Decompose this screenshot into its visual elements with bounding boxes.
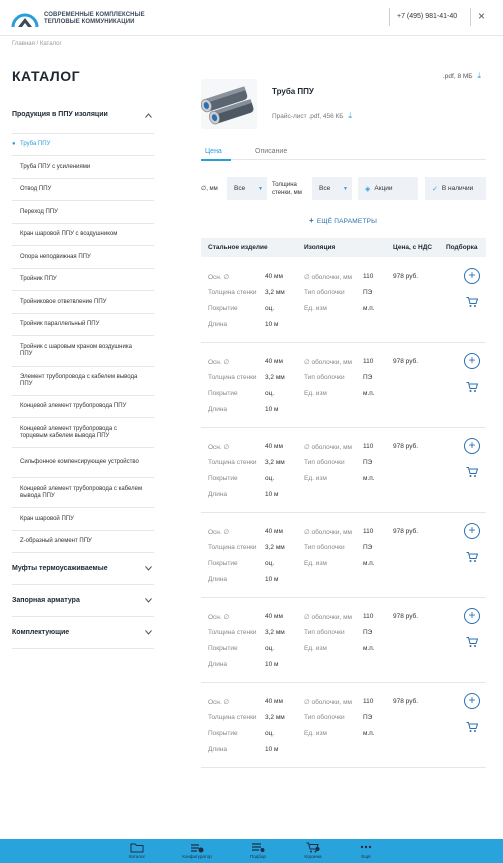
sidebar-item[interactable] [12, 508, 154, 531]
label-wall: Толщина стенки [208, 544, 257, 551]
add-to-cart-icon[interactable] [466, 721, 478, 733]
sidebar-item-label: Труба ППУ [20, 141, 51, 147]
label-shell-type: Тип оболочки [304, 459, 345, 466]
col-selection: Подборка [446, 244, 478, 251]
company-name [44, 12, 145, 26]
active-dot-icon: ● [12, 141, 16, 147]
tab-price[interactable]: Цена [205, 148, 222, 155]
header-divider [389, 8, 390, 26]
sidebar-item-label: Кран шаровой ППУ [20, 515, 74, 522]
value-wall: 3,2 мм [265, 374, 285, 381]
tabs [201, 146, 486, 160]
diameter-select[interactable] [227, 177, 267, 200]
nav-label: Конфигуратор [182, 854, 212, 859]
sidebar-item[interactable] [12, 336, 154, 367]
price-list-download[interactable] [272, 111, 352, 121]
sidebar-item[interactable] [12, 314, 154, 336]
value-osn: 40 мм [265, 273, 283, 280]
sidebar-item-label: Кран шаровой ППУ с воздушником [20, 231, 118, 237]
catalog-pdf-download[interactable] [443, 71, 481, 81]
label-wall: Толщина стенки [208, 289, 257, 296]
nav-label: Подбор [250, 854, 266, 859]
label-length: Длина [208, 576, 228, 583]
add-to-cart-icon[interactable] [466, 636, 478, 648]
sidebar-item[interactable] [12, 531, 154, 553]
more-dots-icon [359, 842, 373, 853]
value-unit: м.п. [363, 730, 375, 737]
nav-configurator[interactable] [172, 839, 222, 863]
label-shell-type: Тип оболочки [304, 714, 345, 721]
label-osn: Осн. ∅ [208, 614, 230, 621]
value-wall: 3,2 мм [265, 544, 285, 551]
sidebar-item-label: Концевой элемент трубопровода с торцевым кабелем вывода ППУ [20, 425, 117, 439]
nav-more[interactable] [341, 839, 391, 863]
value-unit: м.п. [363, 390, 375, 397]
tag-icon: ◈ [365, 185, 371, 193]
label-coating: Покрытие [208, 475, 238, 482]
value-coating: оц. [265, 475, 275, 482]
col-insulation: Изоляция [304, 244, 336, 251]
sidebar-item[interactable] [12, 201, 154, 224]
label-unit: Ед. изм [304, 475, 327, 482]
phone-link[interactable]: +7 (495) 981-41-40 [397, 13, 458, 20]
sidebar-item[interactable] [12, 269, 154, 291]
label-shell-diameter: ∅ оболочки, мм [304, 529, 353, 536]
value-length: 10 м [265, 406, 279, 413]
label-osn: Осн. ∅ [208, 274, 230, 281]
value-length: 10 м [265, 576, 279, 583]
caret-down-icon: ▼ [343, 185, 348, 192]
configurator-icon [190, 842, 204, 853]
sidebar-item-label: Элемент трубопровода с кабелем вывода ППУ [20, 374, 138, 387]
promo-filter-label: Акции [374, 185, 393, 192]
company-name-line1: СОВРЕМЕННЫЕ КОМПЛЕКСНЫЕ [44, 12, 145, 18]
product-name: Труба ППУ [272, 87, 314, 96]
label-length: Длина [208, 491, 228, 498]
label-wall: Толщина стенки [208, 714, 257, 721]
sidebar-item-truba-ppu[interactable] [12, 134, 154, 156]
label-coating: Покрытие [208, 645, 238, 652]
label-length: Длина [208, 661, 228, 668]
label-unit: Ед. изм [304, 390, 327, 397]
value-price: 978 руб. [393, 358, 419, 365]
bottom-nav [0, 839, 503, 863]
wall-select[interactable] [312, 177, 352, 200]
label-length: Длина [208, 406, 228, 413]
wall-filter-label [272, 181, 302, 197]
plus-icon: + [309, 216, 314, 225]
breadcrumb [12, 41, 62, 47]
sidebar-item-label: Тройник ППУ [20, 276, 57, 282]
label-unit: Ед. изм [304, 305, 327, 312]
in-stock-filter-button[interactable] [425, 177, 486, 200]
sidebar-item[interactable] [12, 478, 154, 508]
cart-icon [306, 842, 320, 853]
label-osn: Осн. ∅ [208, 699, 230, 706]
header [0, 0, 503, 36]
label-shell-type: Тип оболочки [304, 629, 345, 636]
value-osn: 40 мм [265, 443, 283, 450]
table-row [201, 513, 486, 598]
value-shell-diameter: 110 [363, 273, 374, 280]
value-shell-type: ПЭ [363, 714, 373, 721]
chevron-up-icon [145, 113, 152, 118]
sidebar-item[interactable] [12, 179, 154, 201]
sidebar-item[interactable] [12, 448, 154, 478]
sidebar-item-label: Концевой элемент трубопровода с кабелем вывода ППУ [20, 485, 143, 499]
value-wall: 3,2 мм [265, 714, 285, 721]
company-logo-icon[interactable] [11, 5, 39, 29]
sidebar-item[interactable] [12, 367, 154, 396]
sidebar-section-zapornaya[interactable] [12, 585, 154, 617]
label-osn: Осн. ∅ [208, 359, 230, 366]
sidebar-section-label: Запорная арматура [12, 597, 80, 604]
value-wall: 3,2 мм [265, 289, 285, 296]
download-icon: ⤓ [477, 71, 481, 80]
add-to-selection-button[interactable]: + [464, 523, 480, 539]
nav-catalog[interactable] [112, 839, 162, 863]
sidebar-item-label: Тройник с шаровым краном воздушника ППУ [20, 344, 132, 357]
add-to-selection-button[interactable]: + [464, 268, 480, 284]
sidebar-item-label: Z-образный элемент ППУ [20, 538, 92, 544]
table-row [201, 683, 486, 768]
page-title: КАТАЛОГ [12, 68, 81, 84]
header-divider-2 [470, 8, 471, 26]
sidebar-item-label: Тройниковое ответвление ППУ [20, 298, 107, 305]
label-coating: Покрытие [208, 305, 238, 312]
add-to-selection-button[interactable]: + [464, 608, 480, 624]
diameter-select-value: Все [234, 185, 246, 192]
label-shell-diameter: ∅ оболочки, мм [304, 699, 353, 706]
breadcrumb-home[interactable]: Главная [12, 41, 35, 47]
sidebar-item-label: Тройник параллельный ППУ [20, 321, 100, 327]
table-row [201, 258, 486, 343]
caret-down-icon: ▼ [258, 185, 263, 192]
value-shell-diameter: 110 [363, 698, 374, 705]
value-shell-diameter: 110 [363, 528, 374, 535]
sidebar-section-label: Продукция в ППУ изоляции [12, 111, 108, 118]
chevron-down-icon [145, 598, 152, 603]
label-wall: Толщина стенки [208, 629, 257, 636]
label-shell-type: Тип оболочки [304, 374, 345, 381]
sidebar-item[interactable] [12, 291, 154, 314]
add-to-cart-icon[interactable] [466, 551, 478, 563]
label-wall: Толщина стенки [208, 459, 257, 466]
label-unit: Ед. изм [304, 560, 327, 567]
sidebar-item-label: Отвод ППУ [20, 186, 52, 192]
catalog-pdf-label: .pdf, 8 МБ [443, 73, 473, 80]
list-icon [251, 842, 265, 853]
sidebar-section-ppu[interactable] [12, 105, 154, 127]
add-to-selection-button[interactable]: + [464, 353, 480, 369]
value-price: 978 руб. [393, 273, 419, 280]
value-coating: оц. [265, 560, 275, 567]
label-osn: Осн. ∅ [208, 444, 230, 451]
value-shell-type: ПЭ [363, 374, 373, 381]
value-unit: м.п. [363, 645, 375, 652]
value-price: 978 руб. [393, 443, 419, 450]
label-shell-type: Тип оболочки [304, 544, 345, 551]
value-coating: оц. [265, 390, 275, 397]
value-unit: м.п. [363, 475, 375, 482]
table-header [201, 238, 486, 257]
add-to-selection-button[interactable]: + [464, 438, 480, 454]
label-coating: Покрытие [208, 390, 238, 397]
label-wall: Толщина стенки [208, 374, 257, 381]
value-unit: м.п. [363, 305, 375, 312]
close-icon[interactable]: × [478, 9, 486, 23]
sidebar-item[interactable] [12, 156, 154, 179]
value-osn: 40 мм [265, 528, 283, 535]
label-coating: Покрытие [208, 730, 238, 737]
sidebar-item[interactable] [12, 246, 154, 269]
value-shell-type: ПЭ [363, 629, 373, 636]
label-length: Длина [208, 321, 228, 328]
sidebar-section-mufty[interactable] [12, 553, 154, 585]
sidebar-item-label: Труба ППУ с усилениями [20, 163, 91, 170]
add-to-selection-button[interactable]: + [464, 693, 480, 709]
breadcrumb-current: Каталог [39, 41, 62, 47]
label-shell-type: Тип оболочки [304, 289, 345, 296]
label-shell-diameter: ∅ оболочки, мм [304, 274, 353, 281]
value-shell-type: ПЭ [363, 544, 373, 551]
chevron-down-icon [145, 630, 152, 635]
value-shell-diameter: 110 [363, 613, 374, 620]
sidebar-item-label: Концевой элемент трубопровода ППУ [20, 403, 127, 409]
value-price: 978 руб. [393, 528, 419, 535]
value-unit: м.п. [363, 560, 375, 567]
product-image [201, 79, 257, 129]
add-to-cart-icon[interactable] [466, 296, 478, 308]
value-length: 10 м [265, 321, 279, 328]
nav-label: Каталог [128, 854, 146, 859]
nav-selection[interactable] [233, 839, 283, 863]
col-steel: Стальное изделие [208, 244, 268, 251]
download-icon: ⤓ [348, 111, 352, 120]
wall-filter-label-line1: Толщина [272, 182, 297, 188]
diameter-filter-label: ∅, мм [201, 186, 218, 192]
active-tab-indicator [201, 159, 231, 161]
sidebar-item-label: Переход ППУ [20, 208, 58, 215]
table-row [201, 428, 486, 513]
sidebar-item[interactable] [12, 396, 154, 418]
value-coating: оц. [265, 305, 275, 312]
value-length: 10 м [265, 491, 279, 498]
value-length: 10 м [265, 661, 279, 668]
nav-cart[interactable] [288, 839, 338, 863]
value-price: 978 руб. [393, 613, 419, 620]
table-row [201, 343, 486, 428]
sidebar-item-label: Сильфонное компенсирующее устройство [20, 459, 139, 465]
chevron-down-icon [145, 566, 152, 571]
label-unit: Ед. изм [304, 645, 327, 652]
sidebar-section-label: Комплектующие [12, 629, 70, 636]
label-osn: Осн. ∅ [208, 529, 230, 536]
value-coating: оц. [265, 730, 275, 737]
checkmark-icon: ✓ [432, 185, 438, 193]
label-shell-diameter: ∅ оболочки, мм [304, 444, 353, 451]
value-osn: 40 мм [265, 358, 283, 365]
value-shell-diameter: 110 [363, 443, 374, 450]
sidebar-item[interactable] [12, 224, 154, 246]
value-length: 10 м [265, 746, 279, 753]
value-wall: 3,2 мм [265, 629, 285, 636]
promo-filter-button[interactable] [358, 177, 418, 200]
value-price: 978 руб. [393, 698, 419, 705]
price-list-label: Прайс-лист .pdf, 456 КБ [272, 113, 344, 120]
filters [201, 177, 486, 200]
category-list [12, 133, 154, 553]
sidebar-item-label: Опора неподвижная ППУ [20, 253, 91, 260]
folder-icon [130, 842, 144, 853]
wall-filter-label-line2: стенки, мм [272, 190, 302, 196]
sidebar [12, 105, 154, 649]
nav-label: Ещё [361, 854, 371, 859]
company-name-line2: ТЕПЛОВЫЕ КОММУНИКАЦИИ [44, 19, 135, 25]
value-shell-type: ПЭ [363, 459, 373, 466]
label-shell-diameter: ∅ оболочки, мм [304, 359, 353, 366]
breadcrumb-separator: / [36, 41, 39, 47]
value-coating: оц. [265, 645, 275, 652]
in-stock-filter-label: В наличии [441, 185, 474, 192]
more-params-button[interactable] [309, 216, 377, 225]
add-to-cart-icon[interactable] [466, 466, 478, 478]
value-osn: 40 мм [265, 613, 283, 620]
value-shell-diameter: 110 [363, 358, 374, 365]
label-length: Длина [208, 746, 228, 753]
add-to-cart-icon[interactable] [466, 381, 478, 393]
nav-label: Корзина [304, 854, 322, 859]
label-coating: Покрытие [208, 560, 238, 567]
more-params-label: ЕЩЁ ПАРАМЕТРЫ [316, 218, 378, 225]
wall-select-value: Все [319, 185, 331, 192]
value-shell-type: ПЭ [363, 289, 373, 296]
sidebar-section-label: Муфты термоусаживаемые [12, 565, 108, 572]
value-wall: 3,2 мм [265, 459, 285, 466]
col-price: Цена, с НДС [393, 244, 433, 251]
sidebar-section-komplekt[interactable] [12, 617, 154, 649]
table-row [201, 598, 486, 683]
tab-description[interactable]: Описание [255, 148, 288, 155]
label-unit: Ед. изм [304, 730, 327, 737]
value-osn: 40 мм [265, 698, 283, 705]
sidebar-item[interactable] [12, 418, 154, 448]
label-shell-diameter: ∅ оболочки, мм [304, 614, 353, 621]
